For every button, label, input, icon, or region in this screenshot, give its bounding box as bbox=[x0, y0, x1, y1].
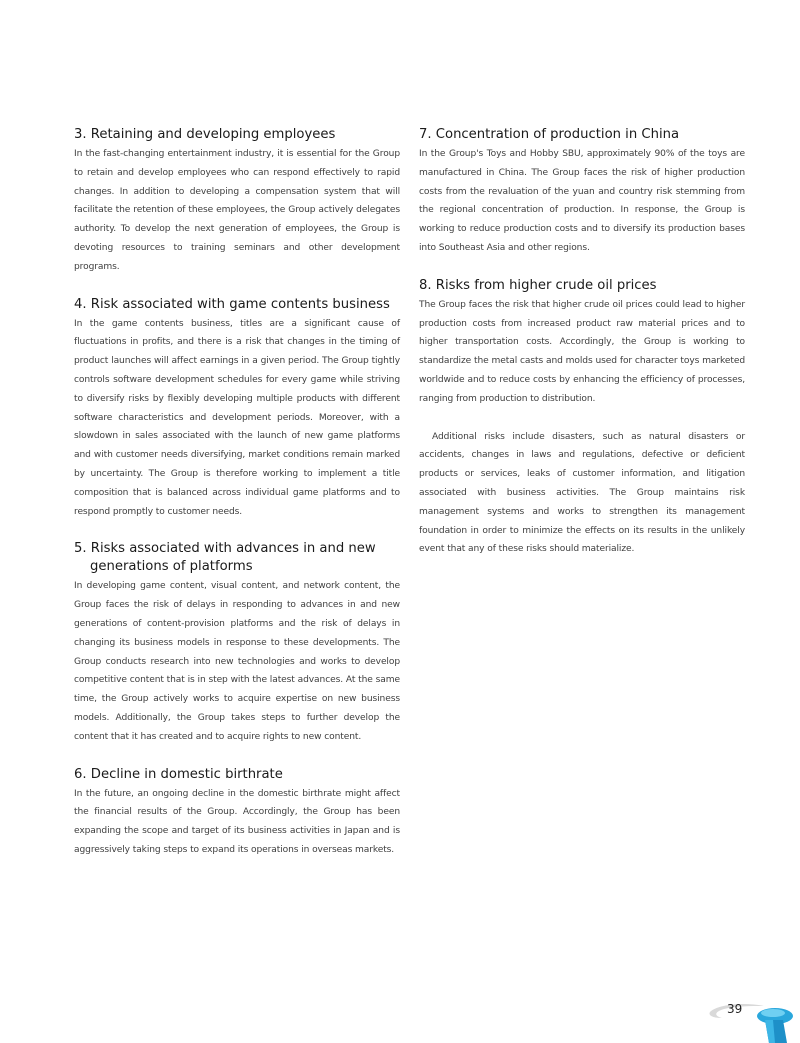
section-game-contents-risk bbox=[74, 296, 400, 522]
section-number: 8. bbox=[419, 277, 432, 293]
section-title: Decline in domestic birthrate bbox=[90, 766, 283, 782]
section-number: 6. bbox=[74, 766, 87, 782]
section-title: Retaining and developing employees bbox=[90, 127, 336, 142]
left-column bbox=[74, 126, 400, 879]
section-title: Risks associated with advances in and new generations of platforms bbox=[90, 541, 376, 575]
section-platform-advances-risk bbox=[74, 540, 400, 746]
section-number: 5. bbox=[74, 541, 87, 557]
blue-figure-decoration-icon bbox=[753, 1005, 797, 1043]
section-crude-oil-risk bbox=[419, 277, 745, 409]
section-retaining-employees bbox=[74, 126, 400, 277]
section-body: In developing game content, visual content, and network content, the Group faces the risk of delays in responding to advances in and new generations of content-provision platforms and the risk of delays in changing its business models in response to these developments. The Group conducts research into new technologies and works to develop competitive content that is in step with the latest advances. At the same time, the Group actively works to acquire expertise on new business models. Additionally, the Group takes steps to further develop the content that it has created and to acquire rights to new content. bbox=[74, 581, 400, 742]
section-body: In the future, an ongoing decline in the domestic birthrate might affect the financial results of the Group. Accordingly, the Group has been expanding the scope and target of its business activities in Japan and is aggressively taking steps to expand its operations in overseas markets. bbox=[74, 788, 400, 855]
section-heading bbox=[74, 296, 400, 314]
section-body: The Group faces the risk that higher crude oil prices could lead to higher production costs from increased product raw material prices and to higher transportation costs. Accordingly, the Group is working to standardize the metal casts and molds used for character toys marketed worldwide and to reduce costs by enhancing the efficiency of processes, ranging from production to distribution. bbox=[419, 299, 745, 404]
page-number: 39 bbox=[727, 1002, 743, 1016]
right-column bbox=[419, 126, 745, 559]
section-body: In the Group's Toys and Hobby SBU, approximately 90% of the toys are manufactured in China. The Group faces the risk of higher production costs from the revaluation of the yuan and country risk stemming from the regional concentration of production. In response, the Group is working to reduce production costs and to diversify its production bases into Southeast Asia and other regions. bbox=[419, 149, 745, 253]
section-body: In the fast-changing entertainment industry, it is essential for the Group to retain and develop employees who can respond effectively to rapid changes. In addition to developing a compensation system that will facilitate the retention of these employees, the Group actively delegates authority. To develop the next generation of employees, the Group is devoting resources to training seminars and other development programs. bbox=[74, 149, 400, 272]
section-china-production bbox=[419, 126, 745, 258]
section-body: In the game contents business, titles are a significant cause of fluctuations in profits, and there is a risk that changes in the timing of product launches will affect earnings in a given period. The Group tightly controls software development schedules for every game while striving to diversify risks by flexibly developing multiple products with different software characteristics and development periods. Moreover, with a slowdown in sales associated with the launch of new game platforms and with customer needs diversifying, market conditions remain marked by uncertainty. The Group is therefore working to implement a title composition that is balanced across individual game platforms and to respond promptly to customer needs. bbox=[74, 318, 400, 517]
section-title: Concentration of production in China bbox=[435, 127, 680, 142]
section-number: 3. bbox=[74, 127, 87, 142]
section-heading bbox=[419, 126, 745, 144]
section-number: 7. bbox=[419, 127, 432, 142]
section-heading bbox=[74, 766, 400, 784]
section-heading bbox=[419, 277, 745, 295]
section-heading bbox=[74, 126, 400, 144]
section-heading bbox=[74, 540, 400, 576]
section-title: Risk associated with game contents business bbox=[90, 296, 390, 312]
page-footer bbox=[690, 990, 800, 1041]
section-title: Risks from higher crude oil prices bbox=[435, 277, 657, 293]
closing-paragraph: Additional risks include disasters, such as natural disasters or accidents, changes in laws and regulations, defective or deficient products or services, leaks of customer information, and litigation associated with business activities. The Group maintains risk management systems and works to strengthen its management foundation in order to minimize the effects on its results in the unlikely event that any of these risks should materialize. bbox=[419, 431, 745, 555]
section-birthrate-decline bbox=[74, 766, 400, 860]
section-number: 4. bbox=[74, 296, 87, 312]
